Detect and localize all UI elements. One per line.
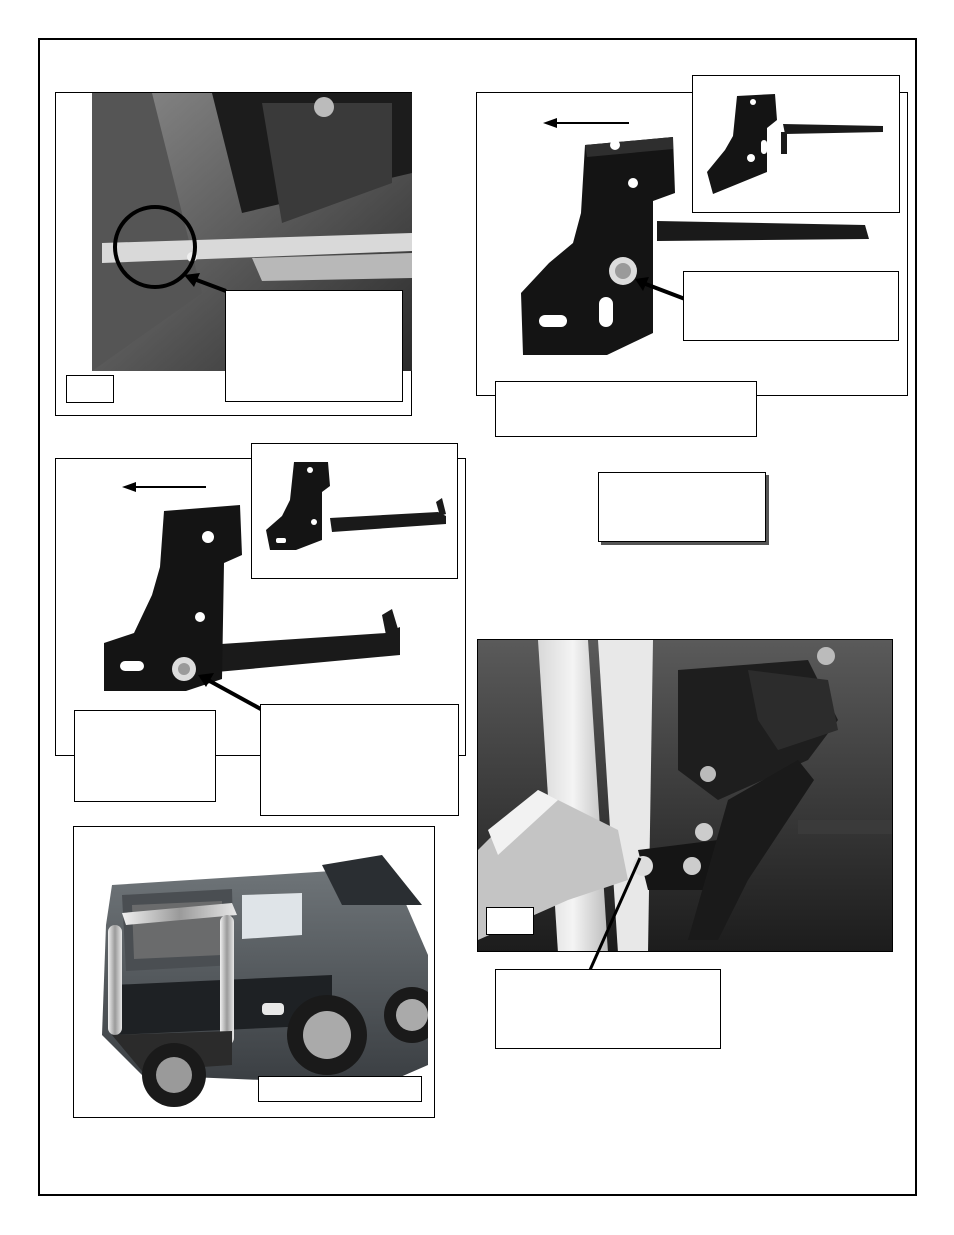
inset-parts-illustration xyxy=(252,444,457,578)
figure-mid-right xyxy=(477,639,893,952)
callout-box-mid-left-b xyxy=(260,704,459,816)
callout-box-bolt xyxy=(683,271,899,341)
callout-box-mid-right xyxy=(495,969,721,1049)
caption-box-top-right xyxy=(495,381,757,437)
figure-top-right xyxy=(476,92,908,396)
note-box-middle xyxy=(598,472,766,542)
inset-bracket-parts xyxy=(251,443,458,579)
inset-bracket-illustration xyxy=(693,76,899,212)
truck-with-bull-bar xyxy=(82,835,428,1111)
installed-bracket-photo xyxy=(478,640,893,952)
callout-pointer-mid-right xyxy=(580,830,660,980)
figure-label-box xyxy=(66,375,114,403)
figure-top-left xyxy=(55,92,412,416)
callout-box-top-left xyxy=(225,290,403,402)
inset-bracket-view xyxy=(692,75,900,213)
truck-caption-box xyxy=(258,1076,422,1102)
callout-box-mid-left-a xyxy=(74,710,216,802)
figure-truck xyxy=(73,826,435,1118)
figure-label-box xyxy=(486,907,534,935)
